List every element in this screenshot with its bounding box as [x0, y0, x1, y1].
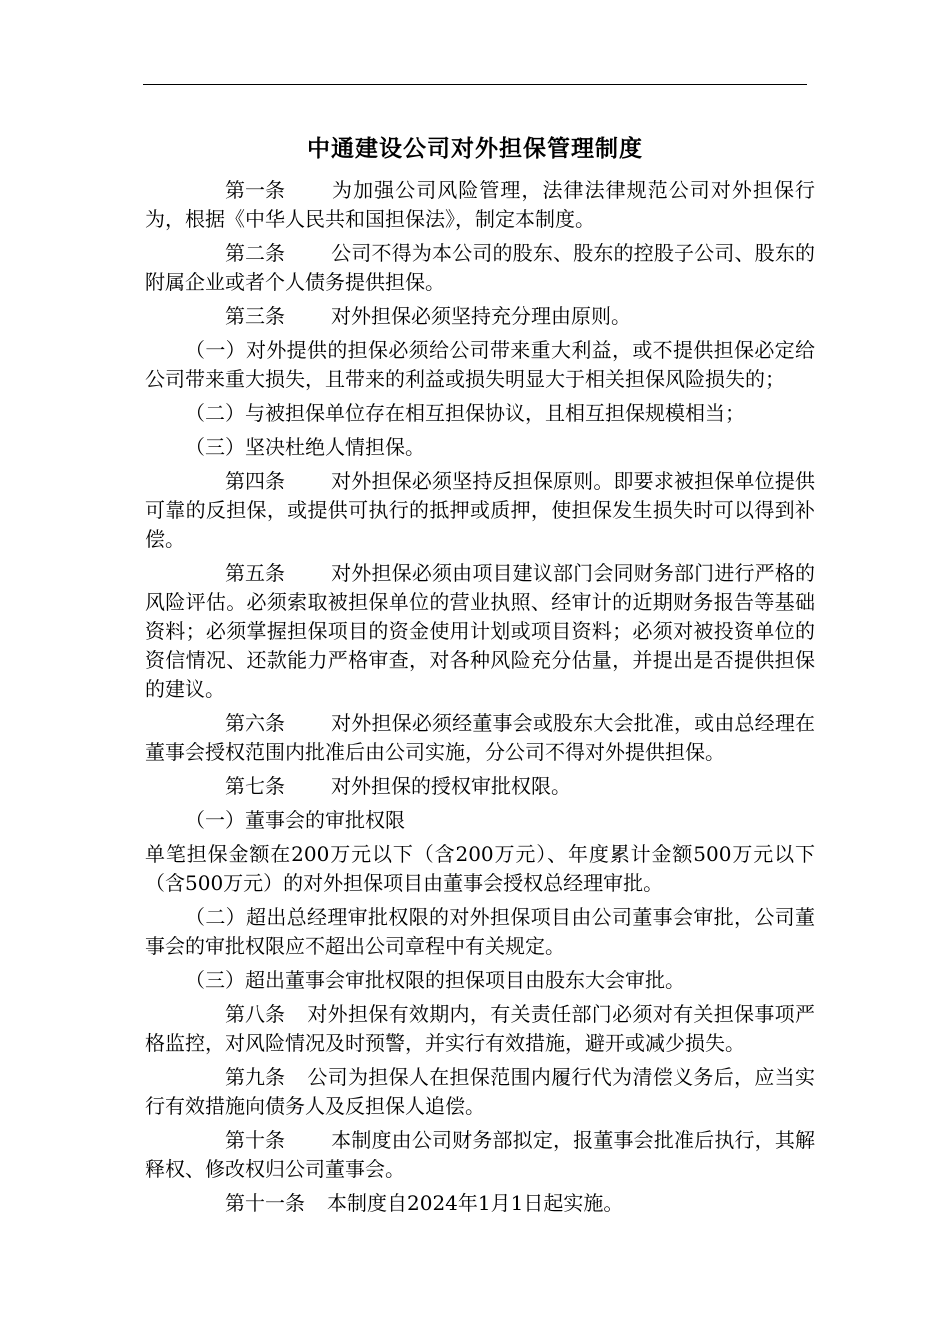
clause-paragraph [145, 966, 815, 995]
article-label: 第一条 [225, 178, 285, 202]
article-label: 第十条 [225, 1128, 285, 1152]
paragraph-text: 对外担保必须坚持充分理由原则。 [331, 304, 631, 328]
paragraph-text: （一）董事会的审批权限 [185, 808, 405, 832]
article-label: 第二条 [225, 241, 285, 265]
article-paragraph [145, 1189, 815, 1218]
article-label: 第七条 [225, 774, 285, 798]
article-paragraph [145, 239, 815, 297]
paragraph-text: 对外担保必须坚持反担保原则。即要求被担保单位提供可靠的反担保，或提供可执行的抵押或质押，使担保发生损失时可以得到补偿。 [145, 469, 815, 551]
article-paragraph [145, 1000, 815, 1058]
article-label: 第四条 [225, 469, 285, 493]
article-paragraph [145, 709, 815, 767]
article-paragraph [145, 772, 815, 801]
document-title: 中通建设公司对外担保管理制度 [307, 136, 643, 162]
article-paragraph [145, 559, 815, 704]
article-paragraph [145, 1063, 815, 1121]
paragraph-text: 为加强公司风险管理，法律法律规范公司对外担保行为，根据《中华人民共和国担保法》，制定本制度。 [145, 178, 815, 231]
article-paragraph [145, 302, 815, 331]
article-label: 第三条 [225, 304, 285, 328]
paragraph-text: 本制度由公司财务部拟定，报董事会批准后执行，其解释权、修改权归公司董事会。 [145, 1128, 815, 1181]
article-label: 第十一条 [225, 1191, 305, 1215]
paragraph-text: （二）与被担保单位存在相互担保协议，且相互担保规模相当； [185, 401, 745, 425]
paragraph-text: 对外担保必须经董事会或股东大会批准，或由总经理在董事会授权范围内批准后由公司实施，分公司不得对外提供担保。 [145, 711, 815, 764]
clause-paragraph [145, 336, 815, 394]
paragraph-text: （一）对外提供的担保必须给公司带来重大利益，或不提供担保必定给公司带来重大损失，且带来的利益或损失明显大于相关担保风险损失的； [145, 338, 815, 391]
article-paragraph [145, 176, 815, 234]
article-label: 第八条 [225, 1002, 285, 1026]
paragraph-text: 对外担保有效期内，有关责任部门必须对有关担保事项严格监控，对风险情况及时预警，并实行有效措施，避开或减少损失。 [145, 1002, 815, 1055]
paragraph-text: 单笔担保金额在200万元以下（含200万元）、年度累计金额500万元以下（含500万元）的对外担保项目由董事会授权总经理审批。 [145, 842, 815, 895]
paragraph-text: （二）超出总经理审批权限的对外担保项目由公司董事会审批，公司董事会的审批权限应不超出公司章程中有关规定。 [145, 905, 815, 958]
article-paragraph [145, 467, 815, 554]
clause-paragraph [145, 840, 815, 898]
article-label: 第九条 [225, 1065, 285, 1089]
article-label: 第五条 [225, 561, 285, 585]
paragraph-text: 公司为担保人在担保范围内履行代为清偿义务后，应当实行有效措施向债务人及反担保人追偿。 [145, 1065, 815, 1118]
clause-paragraph [145, 903, 815, 961]
paragraph-text: 本制度自2024年1月1日起实施。 [327, 1191, 624, 1215]
article-label: 第六条 [225, 711, 285, 735]
clause-paragraph [145, 399, 815, 428]
paragraph-text: 公司不得为本公司的股东、股东的控股子公司、股东的附属企业或者个人债务提供担保。 [145, 241, 815, 294]
clause-paragraph [145, 806, 815, 835]
paragraph-text: 对外担保必须由项目建议部门会同财务部门进行严格的风险评估。必须索取被担保单位的营业执照、经审计的近期财务报告等基础资料；必须掌握担保项目的资金使用计划或项目资料；必须对被投资单位的资信情况、还款能力严格审查，对各种风险充分估量，并提出是否提供担保的建议。 [145, 561, 815, 701]
paragraph-text: （三）超出董事会审批权限的担保项目由股东大会审批。 [185, 968, 685, 992]
document-body [145, 176, 815, 1223]
clause-paragraph [145, 433, 815, 462]
paragraph-text: 对外担保的授权审批权限。 [331, 774, 571, 798]
article-paragraph [145, 1126, 815, 1184]
header-rule [143, 84, 807, 85]
paragraph-text: （三）坚决杜绝人情担保。 [185, 435, 425, 459]
